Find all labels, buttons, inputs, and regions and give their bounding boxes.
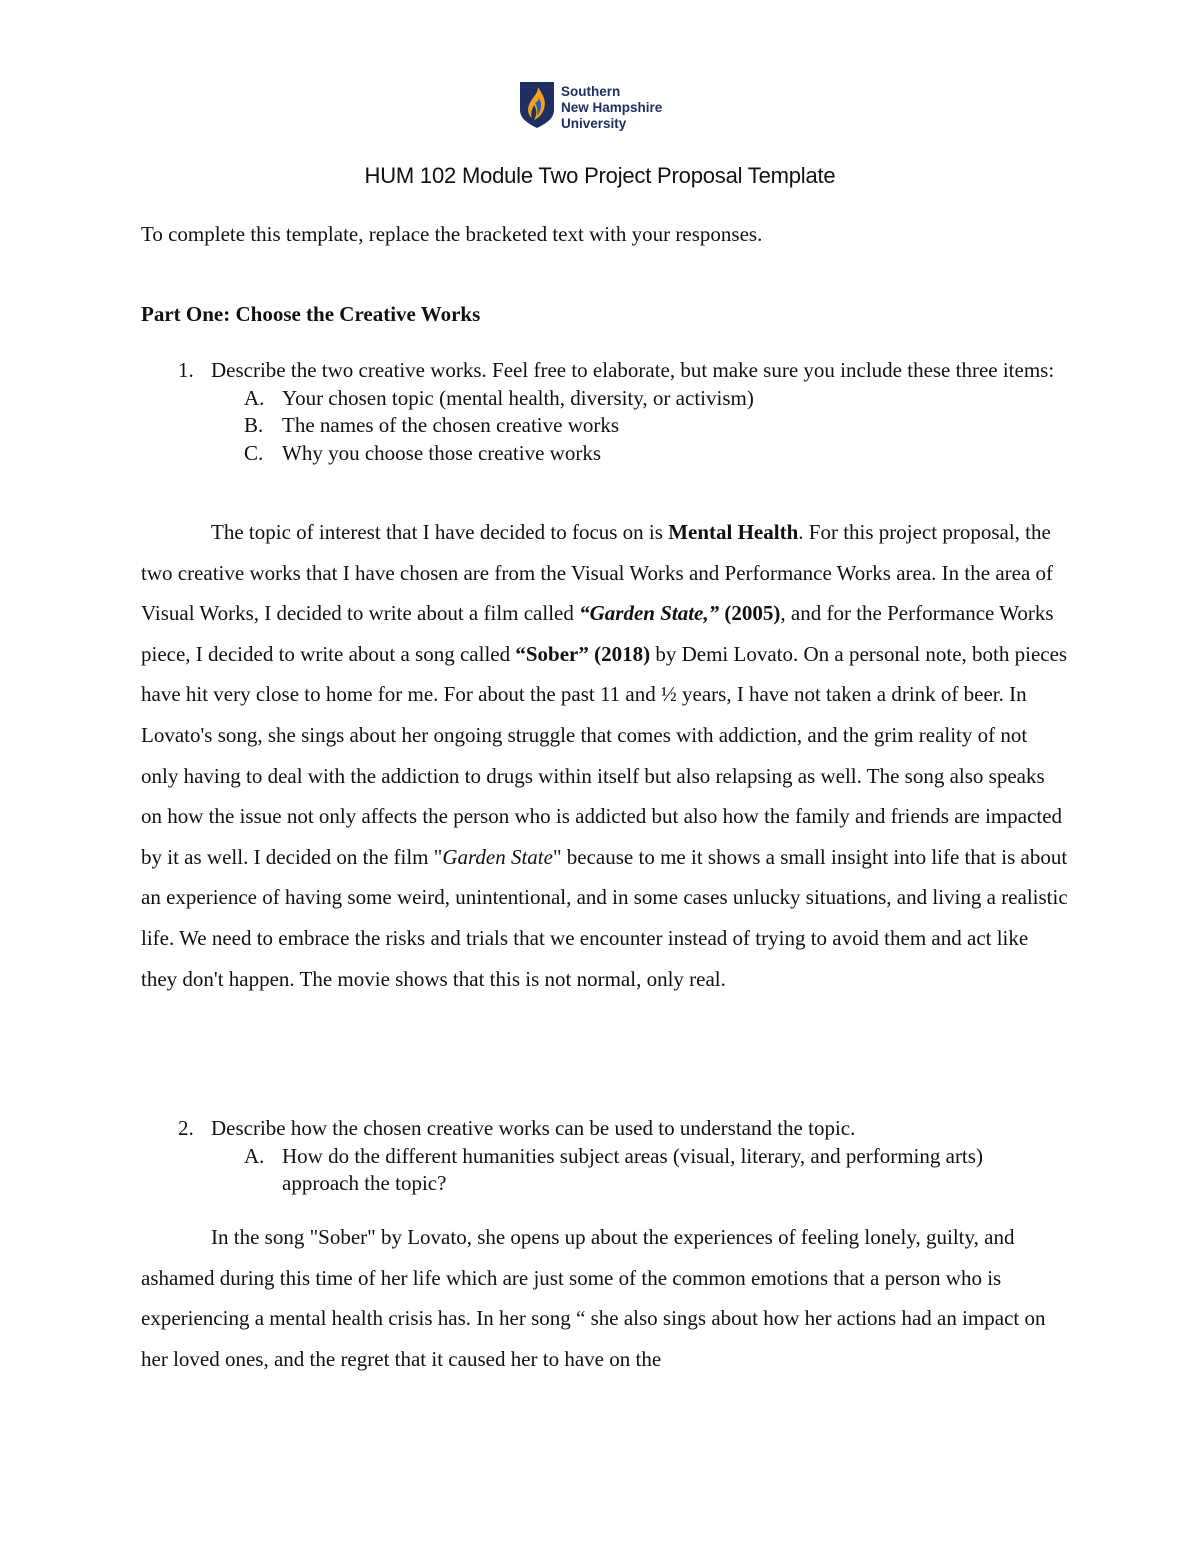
answer-text: by Demi Lovato. On a personal note, both pieces have hit very close to home for me. For about the past 11 and ½ years, I have not taken a drink of beer. In Lovato's song, she sings about her ongoing struggle that comes with addiction, and the grim reality of not only having to deal with the addiction to drugs within itself but also relapsing as well. The song also speaks on how the issue not only affects the person who is addicted but also how the family and friends are impacted by it as well. I decided on the film " <box>141 641 1068 869</box>
question-text: Describe the two creative works. Feel free to elaborate, but make sure you include these three items: <box>211 358 1055 382</box>
university-name <box>561 84 662 132</box>
list-item <box>211 412 1041 440</box>
answer-text: The topic of interest that I have decided to focus on is <box>211 520 669 544</box>
item-letter: A. <box>244 1143 265 1168</box>
page-title: HUM 102 Module Two Project Proposal Template <box>364 163 836 188</box>
item-text: Your chosen topic (mental health, diversity, or activism) <box>282 385 754 410</box>
question-2 <box>141 1115 1111 1198</box>
instructions: To complete this template, replace the bracketed text with your responses. <box>141 222 763 246</box>
university-logo <box>520 82 662 132</box>
item-letter: B. <box>244 413 264 437</box>
list-item <box>211 385 1041 413</box>
answer-2-paragraph <box>141 1217 1069 1379</box>
answer-text: " because to me it shows a small insight into life that is about an experience of having some weird, unintentional, and in some cases unlucky situations, and living a realistic life. We need to embrace the risks and trials that we encounter instead of trying to avoid them and act like they don't happen. The movie shows that this is not normal, only real. <box>141 844 1068 991</box>
question-items <box>141 1143 1041 1198</box>
question-number: 2. <box>178 1116 194 1140</box>
flame-shield-icon <box>520 82 554 128</box>
answer-1-paragraph <box>141 512 1069 999</box>
logo-line-2: New Hampshire <box>561 100 663 115</box>
question-text: Describe how the chosen creative works can be used to understand the topic. <box>211 1116 856 1140</box>
question-1 <box>141 357 1111 467</box>
item-text: The names of the chosen creative works <box>282 413 620 437</box>
film-year: (2005) <box>724 601 781 626</box>
film-title: “Garden State,” <box>579 601 720 626</box>
item-letter: C. <box>244 440 264 465</box>
logo-line-1: Southern <box>561 84 621 99</box>
list-item <box>211 440 1041 468</box>
item-text: Why you choose those creative works <box>282 440 601 465</box>
item-letter: A. <box>244 385 265 410</box>
question-number: 1. <box>178 358 194 382</box>
song-title: “Sober” <box>515 641 589 666</box>
part-one-heading: Part One: Choose the Creative Works <box>141 302 481 326</box>
answer-text: , and for the Performance Works piece, I decided to write about a song called <box>141 601 1054 666</box>
list-item <box>211 1143 1041 1198</box>
logo-line-3: University <box>561 116 627 131</box>
question-items <box>141 385 1041 468</box>
film-title-italic: Garden State <box>442 844 553 869</box>
answer-text: . For this project proposal, the two creative works that I have chosen are from the Visual Works and Performance Works area. In the area of Visual Works, I decided to write about a film called <box>141 520 1054 626</box>
song-year: (2018) <box>594 641 651 666</box>
item-text: How do the different humanities subject areas (visual, literary, and performing arts) approach the topic? <box>282 1143 983 1195</box>
answer-text: In the song "Sober" by Lovato, she opens up about the experiences of feeling lonely, guilty, and ashamed during this time of her life which are just some of the common emotions that a person who is experiencing a mental health crisis has. In her song “ she also sings about how her actions had an impact on her loved ones, and the regret that it caused her to have on the <box>141 1225 1046 1371</box>
topic-emphasis: Mental Health <box>668 520 799 544</box>
